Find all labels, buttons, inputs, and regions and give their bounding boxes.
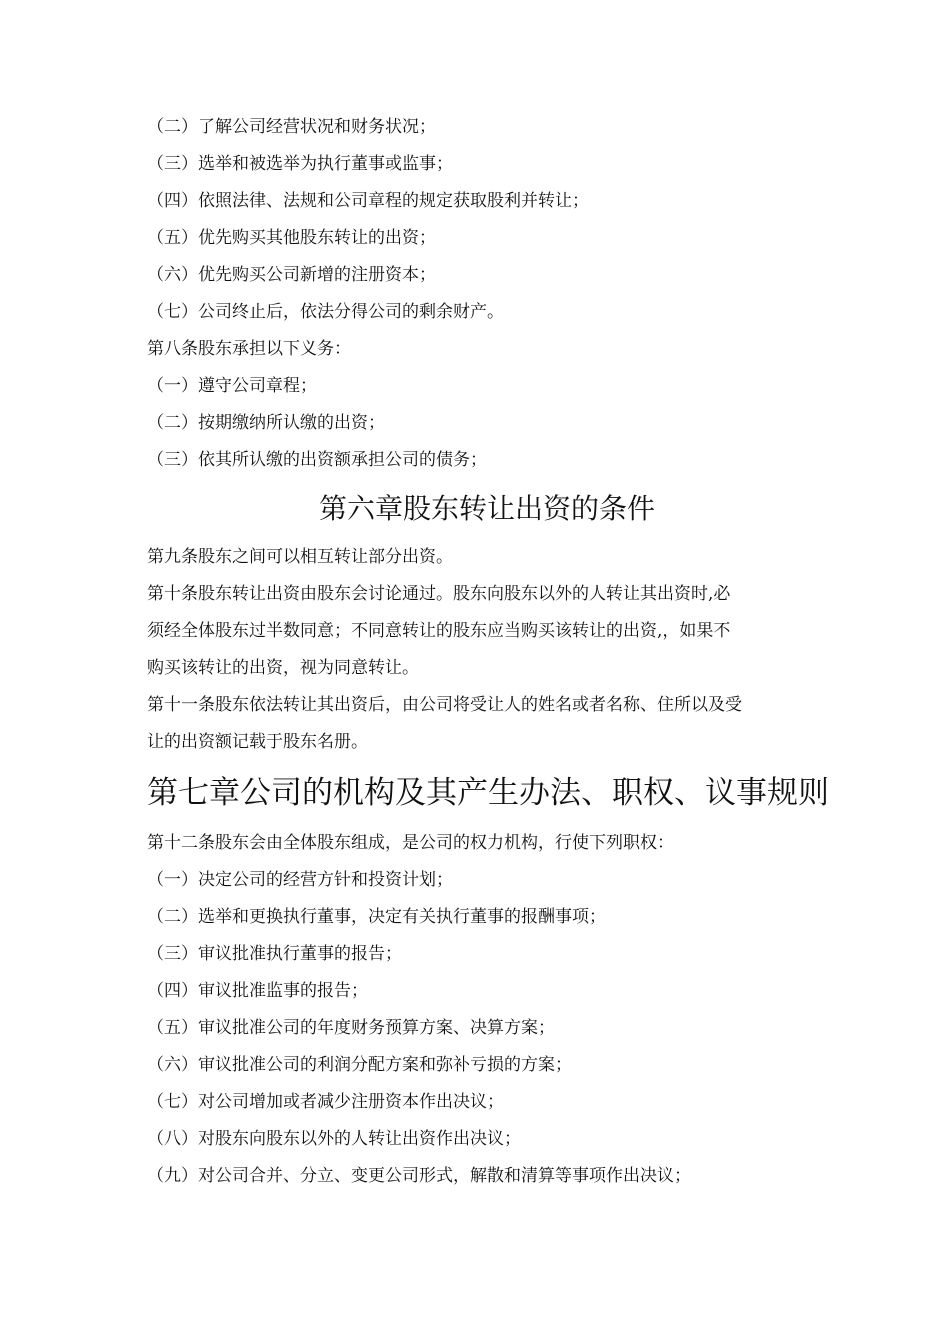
shareholder-right-2: （二）了解公司经营状况和财务状况； bbox=[147, 117, 436, 137]
shareholder-right-3: （三）选举和被选举为执行董事或监事； bbox=[147, 154, 453, 174]
article-10-line-2: 须经全体股东过半数同意；不同意转让的股东应当购买该转让的出资,，如果不 bbox=[147, 621, 731, 641]
meeting-power-8: （八）对股东向股东以外的人转让出资作出决议； bbox=[147, 1129, 521, 1149]
shareholder-right-7: （七）公司终止后，依法分得公司的剩余财产。 bbox=[147, 302, 504, 322]
article-10-line-3: 购买该转让的出资，视为同意转让。 bbox=[147, 658, 419, 678]
article-12: 第十二条股东会由全体股东组成，是公司的权力机构，行使下列职权： bbox=[147, 833, 674, 853]
article-10-line-1: 第十条股东转让出资由股东会讨论通过。股东向股东以外的人转让其出资时,必 bbox=[147, 584, 731, 604]
meeting-power-9: （九）对公司合并、分立、变更公司形式，解散和清算等事项作出决议； bbox=[147, 1166, 691, 1186]
article-11-line-1: 第十一条股东依法转让其出资后，由公司将受让人的姓名或者名称、住所以及受 bbox=[147, 695, 742, 715]
article-11-line-2: 让的出资额记载于股东名册。 bbox=[147, 732, 368, 752]
article-9: 第九条股东之间可以相互转让部分出资。 bbox=[147, 547, 453, 567]
shareholder-right-6: （六）优先购买公司新增的注册资本； bbox=[147, 265, 436, 285]
shareholder-right-4: （四）依照法律、法规和公司章程的规定获取股利并转让； bbox=[147, 191, 589, 211]
meeting-power-6: （六）审议批准公司的利润分配方案和弥补亏损的方案； bbox=[147, 1055, 572, 1075]
shareholder-duty-3: （三）依其所认缴的出资额承担公司的债务； bbox=[147, 450, 487, 470]
shareholder-duty-1: （一）遵守公司章程； bbox=[147, 376, 317, 396]
meeting-power-7: （七）对公司增加或者减少注册资本作出决议； bbox=[147, 1092, 504, 1112]
meeting-power-4: （四）审议批准监事的报告； bbox=[147, 981, 368, 1001]
chapter-6-title: 第六章股东转让出资的条件 bbox=[318, 492, 655, 525]
meeting-power-3: （三）审议批准执行董事的报告； bbox=[147, 944, 402, 964]
meeting-power-1: （一）决定公司的经营方针和投资计划； bbox=[147, 870, 453, 890]
meeting-power-5: （五）审议批准公司的年度财务预算方案、决算方案； bbox=[147, 1018, 555, 1038]
meeting-power-2: （二）选举和更换执行董事，决定有关执行董事的报酬事项； bbox=[147, 907, 606, 927]
article-8: 第八条股东承担以下义务： bbox=[147, 339, 351, 359]
chapter-7-title: 第七章公司的机构及其产生办法、职权、议事规则 bbox=[147, 775, 829, 811]
shareholder-right-5: （五）优先购买其他股东转让的出资； bbox=[147, 228, 436, 248]
document-body bbox=[147, 109, 827, 1195]
shareholder-duty-2: （二）按期缴纳所认缴的出资； bbox=[147, 413, 385, 433]
